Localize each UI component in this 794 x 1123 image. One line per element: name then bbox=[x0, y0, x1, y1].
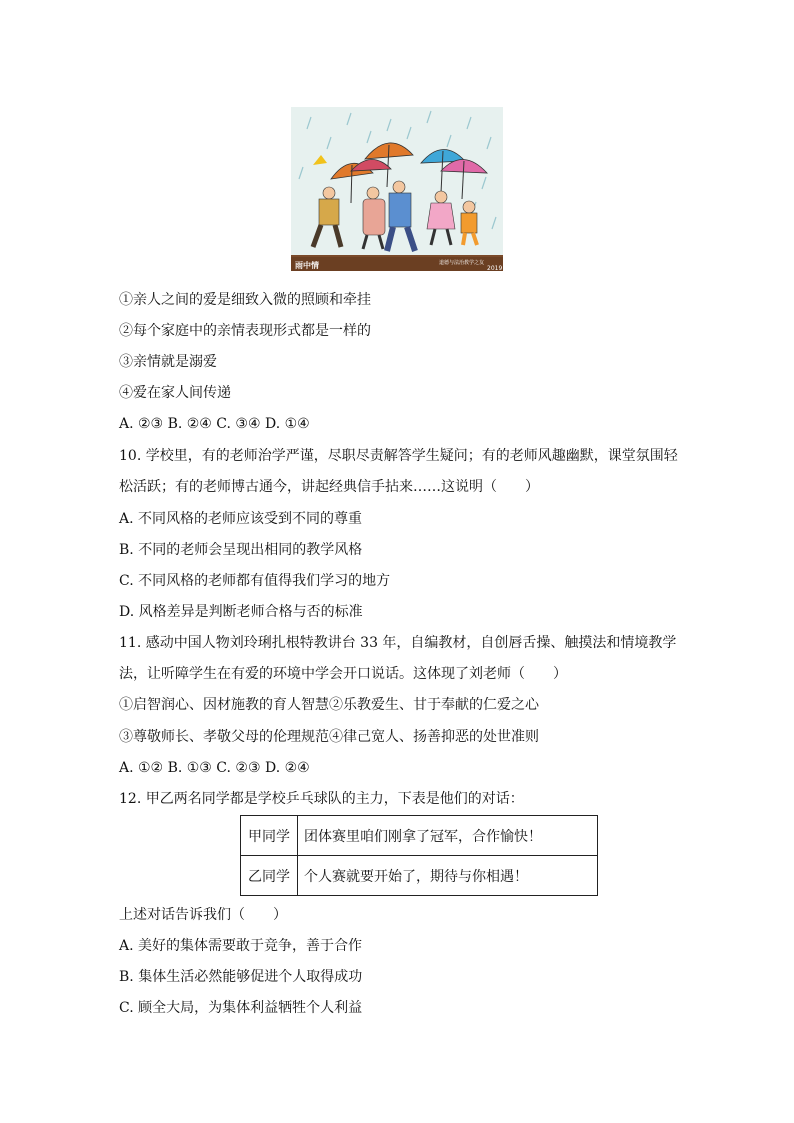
table-row bbox=[241, 856, 598, 896]
q11-stem-line-1: 11. 感动中国人物刘玲琍扎根特教讲台 33 年，自编教材，自创唇舌操、触摸法和情境教学 bbox=[119, 635, 677, 651]
speaker-cell: 乙同学 bbox=[241, 856, 298, 896]
q9-options: A. ②③ B. ②④ C. ③④ D. ①④ bbox=[119, 416, 310, 432]
q9-statement-3: ③亲情就是溺爱 bbox=[119, 354, 217, 370]
q10-option-d: D. 风格差异是判断老师合格与否的标准 bbox=[119, 604, 363, 620]
dialogue-cell: 个人赛就要开始了，期待与你相遇！ bbox=[298, 856, 598, 896]
family-umbrella-illustration bbox=[291, 107, 503, 271]
q12-option-b: B. 集体生活必然能够促进个人取得成功 bbox=[119, 969, 363, 985]
figure-caption: 雨中情 bbox=[295, 261, 319, 270]
q11-stem-line-2: 法，让听障学生在有爱的环境中学会开口说话。这体现了刘老师（ ） bbox=[119, 666, 567, 682]
figure-watermark: 道德与法治教学之友 bbox=[439, 260, 485, 266]
q9-statement-4: ④爱在家人间传递 bbox=[119, 385, 231, 401]
dialogue-cell: 团体赛里咱们刚拿了冠军，合作愉快！ bbox=[298, 816, 598, 856]
q10-stem-line-1: 10. 学校里，有的老师治学严谨，尽职尽责解答学生疑问；有的老师风趣幽默，课堂氛围轻 bbox=[119, 448, 678, 464]
figure-year: 2019 bbox=[487, 265, 503, 271]
q9-statement-2: ②每个家庭中的亲情表现形式都是一样的 bbox=[119, 323, 371, 339]
q10-option-a: A. 不同风格的老师应该受到不同的尊重 bbox=[119, 511, 363, 527]
dialogue-table bbox=[240, 815, 598, 896]
speaker-cell: 甲同学 bbox=[241, 816, 298, 856]
q10-option-c: C. 不同风格的老师都有值得我们学习的地方 bbox=[119, 573, 391, 589]
q12-option-c: C. 顾全大局，为集体利益牺牲个人利益 bbox=[119, 1000, 363, 1016]
q10-stem-line-2: 松活跃；有的老师博古通今，讲起经典信手拈来……这说明（ ） bbox=[119, 479, 539, 495]
q12-stem: 12. 甲乙两名同学都是学校乒乓球队的主力，下表是他们的对话： bbox=[119, 791, 524, 807]
q12-option-a: A. 美好的集体需要敢于竞争，善于合作 bbox=[119, 938, 363, 954]
q11-statements-line-2: ③尊敬师长、孝敬父母的伦理规范④律己宽人、扬善抑恶的处世准则 bbox=[119, 729, 539, 745]
q10-option-b: B. 不同的老师会呈现出相同的教学风格 bbox=[119, 542, 363, 558]
q12-question: 上述对话告诉我们（ ） bbox=[119, 907, 287, 923]
q9-statement-1: ①亲人之间的爱是细致入微的照顾和牵挂 bbox=[119, 292, 371, 308]
q11-statements-line-1: ①启智润心、因材施教的育人智慧②乐教爱生、甘于奉献的仁爱之心 bbox=[119, 697, 539, 713]
table-row bbox=[241, 816, 598, 856]
q11-options: A. ①② B. ①③ C. ②③ D. ②④ bbox=[119, 760, 310, 776]
